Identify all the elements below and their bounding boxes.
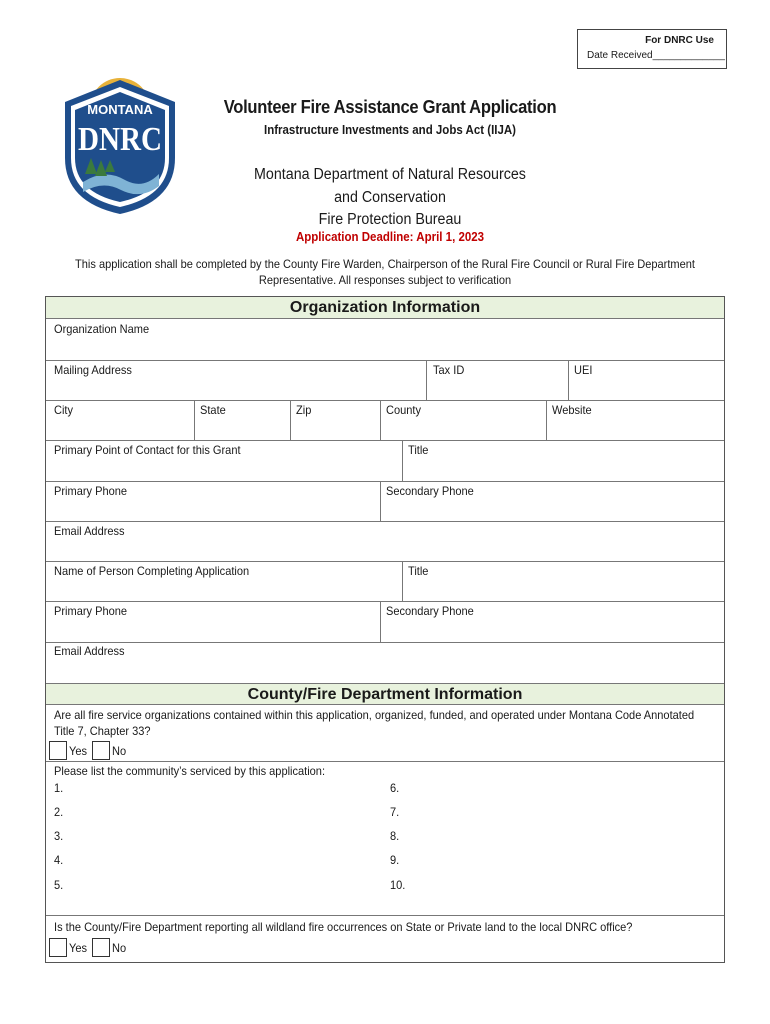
cell-divider — [546, 401, 547, 441]
website-label: Website — [552, 403, 592, 417]
dnrc-logo — [55, 74, 185, 219]
logo-top-text: MONTANA — [87, 102, 153, 117]
dnrc-logo-graphic — [55, 74, 185, 219]
no-label-2: No — [112, 941, 127, 955]
row-divider — [46, 915, 724, 916]
community-6-label: 6. — [390, 781, 400, 795]
state-label: State — [200, 403, 226, 417]
row-divider — [46, 440, 724, 441]
cell-divider — [568, 361, 569, 401]
community-10-label: 10. — [390, 878, 406, 892]
community-8-label: 8. — [390, 829, 400, 843]
contact-title-label: Title — [408, 443, 429, 457]
cell-divider — [402, 441, 403, 482]
completer-primary-phone-label: Primary Phone — [54, 604, 128, 618]
yes-label-2: Yes — [69, 941, 88, 955]
row-divider — [46, 642, 724, 643]
tax-id-label: Tax ID — [433, 363, 465, 377]
primary-contact-label: Primary Point of Contact for this Grant — [54, 443, 241, 457]
office-use-box — [577, 29, 727, 69]
county-label: County — [386, 403, 421, 417]
email-label: Email Address — [54, 524, 125, 538]
intro-text — [72, 256, 698, 288]
yes-checkbox-2[interactable] — [49, 938, 67, 957]
secondary-phone-label: Secondary Phone — [386, 484, 474, 498]
question-mca-line-1: Are all fire service organizations contained within this application, organized, funded, and operated under Montana Code Annotated — [54, 708, 695, 722]
community-1-label: 1. — [54, 781, 64, 795]
row-divider — [46, 481, 724, 482]
completer-name-label: Name of Person Completing Application — [54, 564, 250, 578]
question-mca-line-2: Title 7, Chapter 33? — [54, 724, 151, 738]
cell-divider — [426, 361, 427, 401]
agency-line-1: Montana Department of Natural Resources — [254, 166, 526, 183]
community-5-label: 5. — [54, 878, 64, 892]
application-form — [45, 296, 725, 963]
mailing-address-label: Mailing Address — [54, 363, 132, 377]
row-divider — [46, 761, 724, 762]
agency-line-3: Fire Protection Bureau — [318, 211, 462, 228]
county-section-heading: County/Fire Department Information — [46, 683, 724, 705]
question-wildland-reporting: Is the County/Fire Department reporting all wildland fire occurrences on State or Private land to the local DNRC office? — [54, 920, 633, 934]
application-deadline: Application Deadline: April 1, 2023 — [295, 230, 485, 244]
row-divider — [46, 360, 724, 361]
org-section-heading: Organization Information — [46, 297, 724, 319]
question-mca-compliance — [54, 707, 716, 739]
no-checkbox-2[interactable] — [92, 938, 110, 957]
city-label: City — [54, 403, 74, 417]
form-subtitle: Infrastructure Investments and Jobs Act (IIJA) — [264, 123, 516, 137]
cell-divider — [194, 401, 195, 441]
form-title: Volunteer Fire Assistance Grant Application — [223, 97, 557, 117]
primary-phone-label: Primary Phone — [54, 484, 128, 498]
cell-divider — [380, 401, 381, 441]
date-received-label: Date Received_____________ — [587, 50, 725, 61]
organization-name-label: Organization Name — [54, 322, 150, 336]
communities-prompt: Please list the community’s serviced by this application: — [54, 764, 326, 778]
office-use-title: For DNRC Use — [645, 35, 714, 46]
no-label: No — [112, 744, 127, 758]
row-divider — [46, 521, 724, 522]
completer-title-label: Title — [408, 564, 429, 578]
agency-name — [215, 164, 565, 232]
completer-email-label: Email Address — [54, 644, 125, 658]
yes-label: Yes — [69, 744, 88, 758]
row-divider — [46, 561, 724, 562]
intro-line-1: This application shall be completed by the County Fire Warden, Chairperson of the Rural Fire Council or Rural Fire Department — [75, 257, 695, 271]
community-4-label: 4. — [54, 853, 64, 867]
cell-divider — [380, 482, 381, 522]
cell-divider — [380, 602, 381, 643]
cell-divider — [290, 401, 291, 441]
zip-label: Zip — [296, 403, 312, 417]
row-divider — [46, 601, 724, 602]
no-checkbox[interactable] — [92, 741, 110, 760]
community-2-label: 2. — [54, 805, 64, 819]
uei-label: UEI — [574, 363, 593, 377]
yes-checkbox[interactable] — [49, 741, 67, 760]
community-7-label: 7. — [390, 805, 400, 819]
logo-main-text: DNRC — [78, 121, 162, 158]
community-3-label: 3. — [54, 829, 64, 843]
cell-divider — [402, 562, 403, 602]
completer-secondary-phone-label: Secondary Phone — [386, 604, 474, 618]
row-divider — [46, 400, 724, 401]
community-9-label: 9. — [390, 853, 400, 867]
agency-line-2: and Conservation — [334, 188, 446, 206]
intro-line-2: Representative. All responses subject to verification — [258, 273, 512, 287]
